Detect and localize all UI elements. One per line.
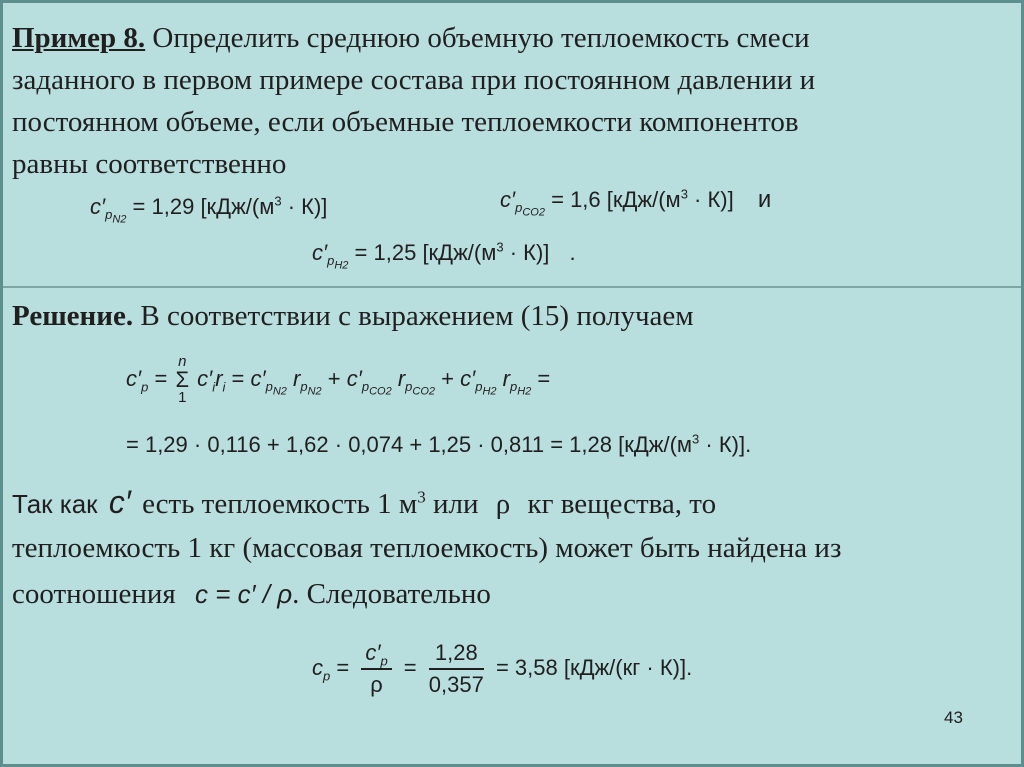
- relation-formula: c = c′ / ρ: [195, 579, 293, 609]
- fraction-values: [429, 640, 484, 698]
- fraction-numerator: 1,28: [429, 640, 484, 670]
- explanation-line-2: теплоемкость 1 кг (массовая теплоемкость) может быть найдена из: [12, 532, 842, 564]
- formula-cp-n2: $c'_{p_{N2}} = 1,29$ $[кДж/(м^3 \cdot К)]$: [90, 193, 328, 226]
- explanation-t3: или: [425, 488, 479, 520]
- solution-label: Решение.: [12, 300, 134, 332]
- problem-line-2: заданного в первом примере состава при постоянном давлении и: [12, 64, 816, 96]
- formula-cp-h2: $c'_{p_{H2}} = 1,25$ $[кДж/(м^3 \cdot К)]$ .: [312, 239, 576, 272]
- formula-cp-co2: $c'_{p_{CO2}} = 1,6$ $[кДж/(м^3 \cdot К)]$ и: [500, 186, 772, 219]
- formula-final: $c_p$ = $\frac{c'_p}{\rho}$ = $\frac{1,28}{0,357}$ = 3,58 [кДж/(кг · К)].: [312, 640, 693, 697]
- cp-n2-unit: · К)]: [281, 194, 328, 219]
- problem-line-1: [12, 18, 810, 59]
- fraction-cp-rho: $\frac{c'_p}{\rho}$: [361, 640, 391, 698]
- explanation-t4: кг вещества, то: [527, 488, 717, 520]
- explanation-line-3: [12, 574, 491, 615]
- cp-co2-value: = 1,6 [кДж/(м: [551, 187, 681, 212]
- explanation-line-1: Так как c′ есть теплоемкость 1 $м^3$ или ρ кг вещества, то: [12, 484, 717, 520]
- section-divider: [3, 286, 1021, 288]
- sum-symbol: n Σ 1: [175, 353, 190, 406]
- sum-upper: n: [178, 353, 187, 370]
- page-number: 43: [944, 708, 963, 727]
- solution-intro: В соответствии с выражением (15) получаем: [140, 300, 694, 332]
- problem-line-4: равны соответственно: [12, 148, 287, 180]
- problem-text-1: Определить среднюю объемную теплоемкость смеси: [152, 22, 810, 54]
- final-result: = 3,58 [кДж/(кг · К)].: [495, 654, 693, 680]
- fraction-denominator: 0,357: [428, 672, 484, 697]
- rho-symbol: ρ: [495, 488, 511, 520]
- explanation-sup: 3: [417, 487, 426, 507]
- explanation-t1: Так как: [12, 489, 98, 519]
- cp-h2-value: = 1,25 [кДж/(м: [354, 240, 497, 265]
- problem-line-3: постоянном объеме, если объемные теплоемкости компонентов: [12, 106, 799, 138]
- explanation-line3b: . Следовательно: [292, 578, 491, 610]
- calc-unit: · К)].: [699, 432, 752, 457]
- cp-co2-unit: · К)]: [687, 187, 734, 212]
- conjunction: и: [757, 186, 772, 213]
- explanation-t2: есть теплоемкость 1 м: [142, 488, 418, 520]
- formula-mixture-sum: $c'_p$ = n Σ 1 $c'_ir_i = c'_{p_{N2}}$ $r_{p_{N2}} + c'_{p_{CO2}}$ $r_{p_{CO2}} + c'_{p_{H2}}$ $r_{p_{H2}}$ =: [126, 353, 551, 406]
- explanation-line3a: соотношения: [12, 578, 176, 610]
- sum-lower: 1: [178, 389, 187, 406]
- period: .: [569, 240, 576, 265]
- cp-n2-value: = 1,29 [кДж/(м: [132, 194, 275, 219]
- problem-label: Пример 8.: [12, 22, 146, 54]
- formula-mixture-calc: = 1,29 · 0,116 + 1,62 · 0,074 + 1,25 · 0,811 = 1,28 $[кДж/(м^3 \cdot К)]$.: [126, 431, 752, 457]
- calc-value: = 1,29 · 0,116 + 1,62 · 0,074 + 1,25 · 0,811 = 1,28 [кДж/(м: [126, 432, 693, 457]
- cp-h2-unit: · К)]: [503, 240, 550, 265]
- solution-line: [12, 296, 694, 337]
